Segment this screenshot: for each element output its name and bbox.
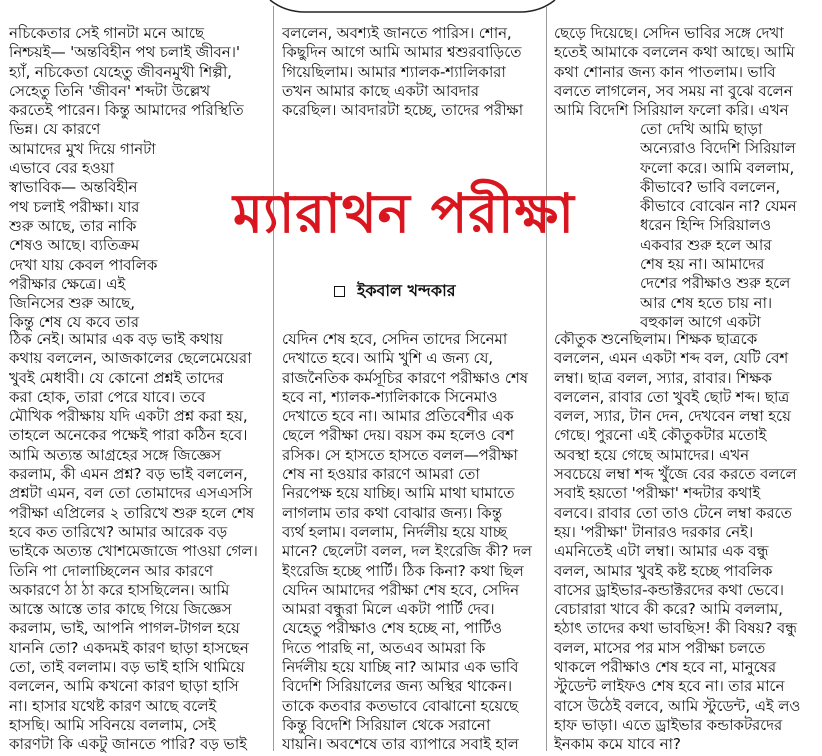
text-line: যাননি তো? একদমই কারণ ছাড়া হাসছেন bbox=[9, 638, 249, 657]
text-line: একবার শুরু হলে আর bbox=[640, 235, 772, 254]
text-line: অন্যেরাও বিদেশি সিরিয়াল bbox=[640, 139, 796, 158]
text-line: কৌতুক শুনেছিলাম। শিক্ষক ছাত্রকে bbox=[554, 330, 758, 348]
text-line: অবস্থা হয়ে গেছে আমাদের। এখন bbox=[554, 445, 750, 464]
text-line: অকারণে ঠা ঠা করে হাসছিলেন। আমি bbox=[9, 580, 230, 599]
text-line: মানে? ছেলেটা বলল, দল ইংরেজি কী? দল bbox=[282, 542, 532, 561]
text-line: ধরেন হিন্দি সিরিয়ালও bbox=[640, 216, 772, 235]
text-line: না। হাসার যথেষ্ট কারণ আছে বলেই bbox=[9, 696, 217, 715]
author-name: ইকবাল খন্দকার bbox=[357, 281, 456, 300]
text-line: হাফ ভাড়া। এতে ড্রাইভার কন্ডাকটরদের bbox=[554, 715, 783, 734]
text-line: শেষও আছে। ব্যতিক্রম bbox=[9, 236, 140, 255]
text-line: কথায় বললেন, আজকালের ছেলেমেয়েরা bbox=[9, 349, 252, 368]
text-line: আমাদের মুখ দিয়ে গানটা bbox=[9, 139, 156, 158]
text-line: যেদিন আমাদের পরীক্ষা শেষ হবে, সেদিন bbox=[282, 580, 520, 599]
column-3-bottom bbox=[554, 330, 816, 755]
text-line: তো দেখি আমি ছাড়া bbox=[640, 120, 763, 138]
text-line: বেচারারা খাবে কী করে? আমি বললাম, bbox=[554, 600, 783, 619]
text-line: বলল, আমার খুবই কষ্ট হচ্ছে পাবলিক bbox=[554, 561, 773, 580]
text-line: হাসছি। আমি সবিনয়ে বললাম, সেই bbox=[9, 715, 216, 734]
text-line: সবাই হয়তো 'পরীক্ষা' শব্দটার কথাই bbox=[554, 484, 761, 503]
text-line: নিশ্চয়ই— 'অন্তবিহীন পথ চলাই জীবন।' bbox=[9, 43, 240, 62]
text-line: রসিক। সে হাসতে হাসতে বলল—পরীক্ষা bbox=[282, 445, 518, 464]
text-line: শেষ হয় না। আমাদের bbox=[640, 255, 765, 274]
text-line: বললেন, আমি কখনো কারণ ছাড়া হাসি bbox=[9, 677, 239, 696]
text-line: লাগলাম তার কথা বোঝার জন্য। কিন্তু bbox=[282, 503, 502, 522]
text-line: আস্তে আস্তে তার কাছে গিয়ে জিজ্ঞেস bbox=[9, 600, 232, 619]
column-rule-right bbox=[546, 6, 547, 751]
text-line: বহুকাল আগে একটা bbox=[640, 312, 761, 331]
text-line: সেহেতু তিনি 'জীবন' শব্দটা উল্লেখ bbox=[9, 81, 210, 100]
text-line: ছেড়ে দিয়েছে। সেদিন ভাবির সঙ্গে দেখা bbox=[554, 24, 784, 42]
text-line: তাকে কতবার কতভাবে বোঝানো হয়েছে bbox=[282, 696, 519, 715]
text-line: যেহেতু পরীক্ষাও শেষ হচ্ছে না, পার্টিও bbox=[282, 619, 503, 638]
text-line: বিদেশি সিরিয়ালের জন্য অস্থির থাকেন। bbox=[282, 677, 512, 696]
text-line: দেখাতে হবে না। আমার প্রতিবেশীর এক bbox=[282, 407, 514, 426]
text-line: তাহলে অনেকের পক্ষেই পারা কঠিন হবে। bbox=[9, 426, 248, 445]
text-line: নিরপেক্ষ হয়ে যাচ্ছি। আমি মাথা ঘামাতে bbox=[282, 484, 515, 503]
text-line: নির্দলীয় হয়ে যাচ্ছি না? আমার এক ভাবি bbox=[282, 658, 519, 677]
text-line: করা হোক, তারা পেরে যাবে। তবে bbox=[9, 387, 206, 406]
text-line: হঠাৎ তাদের কথা ভাবছিস! কী বিষয়? বন্ধু bbox=[554, 619, 797, 638]
text-line: বলতে লাগলেন, সব সময় না বুঝে বলেন bbox=[554, 81, 793, 100]
text-line: প্রশ্নটা এমন, বল তো তোমাদের এসএসসি bbox=[9, 484, 253, 503]
text-line: কিন্তু বিদেশি সিরিয়াল থেকে সরানো bbox=[282, 715, 491, 734]
text-line: শুরু আছে, তার নাকি bbox=[9, 216, 137, 235]
text-line: গিয়েছিলাম। আমার শ্যালক-শ্যালিকারা bbox=[282, 62, 506, 81]
byline-box-icon bbox=[334, 286, 345, 297]
text-line: কিছুদিন আগে আমি আমার শ্বশুরবাড়িতে bbox=[282, 43, 522, 62]
text-line: ফলো করে। আমি বললাম, bbox=[640, 158, 795, 177]
text-line: ঠিক নেই। আমার এক বড় ভাই কথায় bbox=[9, 330, 223, 348]
text-line: কিন্তু শেষ যে কবে তার bbox=[9, 313, 139, 332]
text-line: কারণটা কি একটু জানতে পারি? বড় ভাই bbox=[9, 735, 247, 754]
text-line: বললেন, এমন একটা শব্দ বল, যেটি বেশ bbox=[554, 349, 789, 368]
column-2-bottom bbox=[282, 330, 544, 755]
text-line: পরীক্ষার ক্ষেত্রে। এই bbox=[9, 274, 126, 293]
column-2-top bbox=[282, 24, 544, 120]
text-line: কথা শোনার জন্য কান পাতলাম। ভাবি bbox=[554, 62, 776, 81]
text-line: দেখাতে হবে। আমি খুশি এ জন্য যে, bbox=[282, 349, 493, 368]
text-line: তখন আমার কাছে একটা আবদার bbox=[282, 81, 479, 100]
text-line: স্টুডেন্ট লাইফও শেষ হবে না। তার মানে bbox=[554, 677, 785, 696]
text-line: পরীক্ষা এপ্রিলের ২ তারিখে শুরু হলে শেষ bbox=[9, 503, 255, 522]
text-line: বললেন, অবশ্যই জানতে পারিস। শোন, bbox=[282, 24, 512, 42]
text-line: শেষ না হওয়ার কারণে আমরা তো bbox=[282, 465, 480, 484]
top-frame-decoration bbox=[0, 0, 822, 14]
text-line: মৌখিক পরীক্ষায় যদি একটা প্রশ্ন করা হয়, bbox=[9, 407, 248, 426]
column-1-bottom bbox=[9, 330, 271, 755]
text-line: স্বাভাবিক— অন্তবিহীন bbox=[9, 178, 138, 197]
text-line: বলল, মাসের পর মাস পরীক্ষা চলতে bbox=[554, 638, 766, 657]
text-line: যেদিন শেষ হবে, সেদিন তাদের সিনেমা bbox=[282, 330, 508, 348]
author-byline bbox=[334, 279, 456, 303]
text-line: কীভাবে? ভাবি বললেন, bbox=[640, 177, 780, 196]
text-line: তিনি পা দোলাচ্ছিলেন আর কারণে bbox=[9, 561, 213, 580]
text-line: বাসের ড্রাইভার-কন্ডাক্টরদের কথা ভেবে। bbox=[554, 580, 784, 599]
text-line: যায়নি। অবশেষে তার ব্যাপারে সবাই হাল bbox=[282, 735, 519, 754]
text-line: জিনিসের শুরু আছে, bbox=[9, 294, 135, 313]
text-line: বলল, স্যার, টান দেন, দেখবেন লম্বা হয়ে bbox=[554, 407, 791, 426]
text-line: আর শেষ হতে চায় না। bbox=[640, 293, 773, 312]
text-line: বাসে উঠেই বলবে, আমি স্টুডেন্ট, এই লও bbox=[554, 696, 801, 715]
text-line: নচিকেতার সেই গানটা মনে আছে bbox=[9, 24, 205, 42]
text-line: দেশের পরীক্ষাও শুরু হলে bbox=[640, 274, 791, 293]
column-3-mid bbox=[640, 120, 820, 332]
text-line: দিতে পারছি না, অতএব আমরা কি bbox=[282, 638, 486, 657]
text-line: তো, তাই বললাম। বড় ভাই হাসি থামিয়ে bbox=[9, 658, 245, 677]
text-line: হতেই আমাকে বললেন কথা আছে। আমি bbox=[554, 43, 795, 62]
text-line: সবচেয়ে লম্বা শব্দ খুঁজে বের করতে বললে bbox=[554, 465, 797, 484]
text-line: হয়। 'পরীক্ষা' টানারও দরকার নেই। bbox=[554, 522, 754, 541]
text-line: বললেন, রাবার তো খুবই ছোট শব্দ। ছাত্র bbox=[554, 387, 790, 406]
text-line: ব্যর্থ হলাম। বললাম, নির্দলীয় হয়ে যাচ্ছ bbox=[282, 522, 507, 541]
text-line: আমরা বন্ধুরা মিলে একটা পার্টি দেব। bbox=[282, 600, 495, 619]
text-line: হ্যাঁ, নচিকেতা যেহেতু জীবনমুখী শিল্পী, bbox=[9, 62, 232, 81]
text-line: থাকলে পরীক্ষাও শেষ হবে না, মানুষের bbox=[554, 658, 777, 677]
text-line: গেছে। পুরনো এই কৌতুকটার মতোই bbox=[554, 426, 767, 445]
text-line: আমি বিদেশি সিরিয়াল ফলো করি। এখন bbox=[554, 101, 789, 120]
text-line: করলাম, ভাই, আপনি পাগল-টাগল হয়ে bbox=[9, 619, 240, 638]
text-line: করলাম, কী এমন প্রশ্ন? বড় ভাই বললেন, bbox=[9, 465, 248, 484]
text-line: করেছিল। আবদারটা হচ্ছে, তাদের পরীক্ষা bbox=[282, 101, 523, 120]
text-line: ইনকাম কমে যাবে না? bbox=[554, 735, 681, 754]
text-line: ইংরেজি হচ্ছে পার্টি। ঠিক কিনা? কথা ছিল bbox=[282, 561, 524, 580]
text-line: কীভাবে বোঝেন না? যেমন bbox=[640, 197, 797, 216]
text-line: করতেই পারেন। কিন্তু আমাদের পরিস্থিতি bbox=[9, 101, 244, 120]
text-line: পথ চলাই পরীক্ষা। যার bbox=[9, 197, 140, 216]
text-line: এভাবে বের হওয়া bbox=[9, 159, 114, 178]
column-rule-left bbox=[273, 6, 274, 751]
text-line: এমনিতেই এটা লম্বা। আমার এক বন্ধু bbox=[554, 542, 769, 561]
text-line: দেখা যায় কেবল পাবলিক bbox=[9, 255, 158, 274]
text-line: লম্বা। ছাত্র বলল, স্যার, রাবার। শিক্ষক bbox=[554, 368, 772, 387]
column-3-top bbox=[554, 24, 816, 120]
text-line: রাজনৈতিক কর্মসূচির কারণে পরীক্ষাও শেষ bbox=[282, 368, 528, 387]
text-line: খুবই মেধাবী। যে কোনো প্রশ্নই তাদের bbox=[9, 368, 224, 387]
text-line: হবে না, শ্যালক-শ্যালিকাকে সিনেমাও bbox=[282, 387, 498, 406]
article-headline: ম্যারাথন পরীক্ষা bbox=[233, 181, 575, 245]
text-line: হবে কত তারিখে? আমার আরেক বড় bbox=[9, 522, 228, 541]
text-line: আমি অত্যন্ত আগ্রহের সঙ্গে জিজ্ঞেস bbox=[9, 445, 221, 464]
text-line: ভিন্ন। যে কারণে bbox=[9, 120, 101, 139]
text-line: ভাইকে অত্যন্ত খোশমেজাজে পাওয়া গেল। bbox=[9, 542, 258, 561]
text-line: ছেলে পরীক্ষা দেয়। বয়স কম হলেও বেশ bbox=[282, 426, 514, 445]
text-line: বলবে। রাবার তো তাও টেনে লম্বা করতে bbox=[554, 503, 792, 522]
